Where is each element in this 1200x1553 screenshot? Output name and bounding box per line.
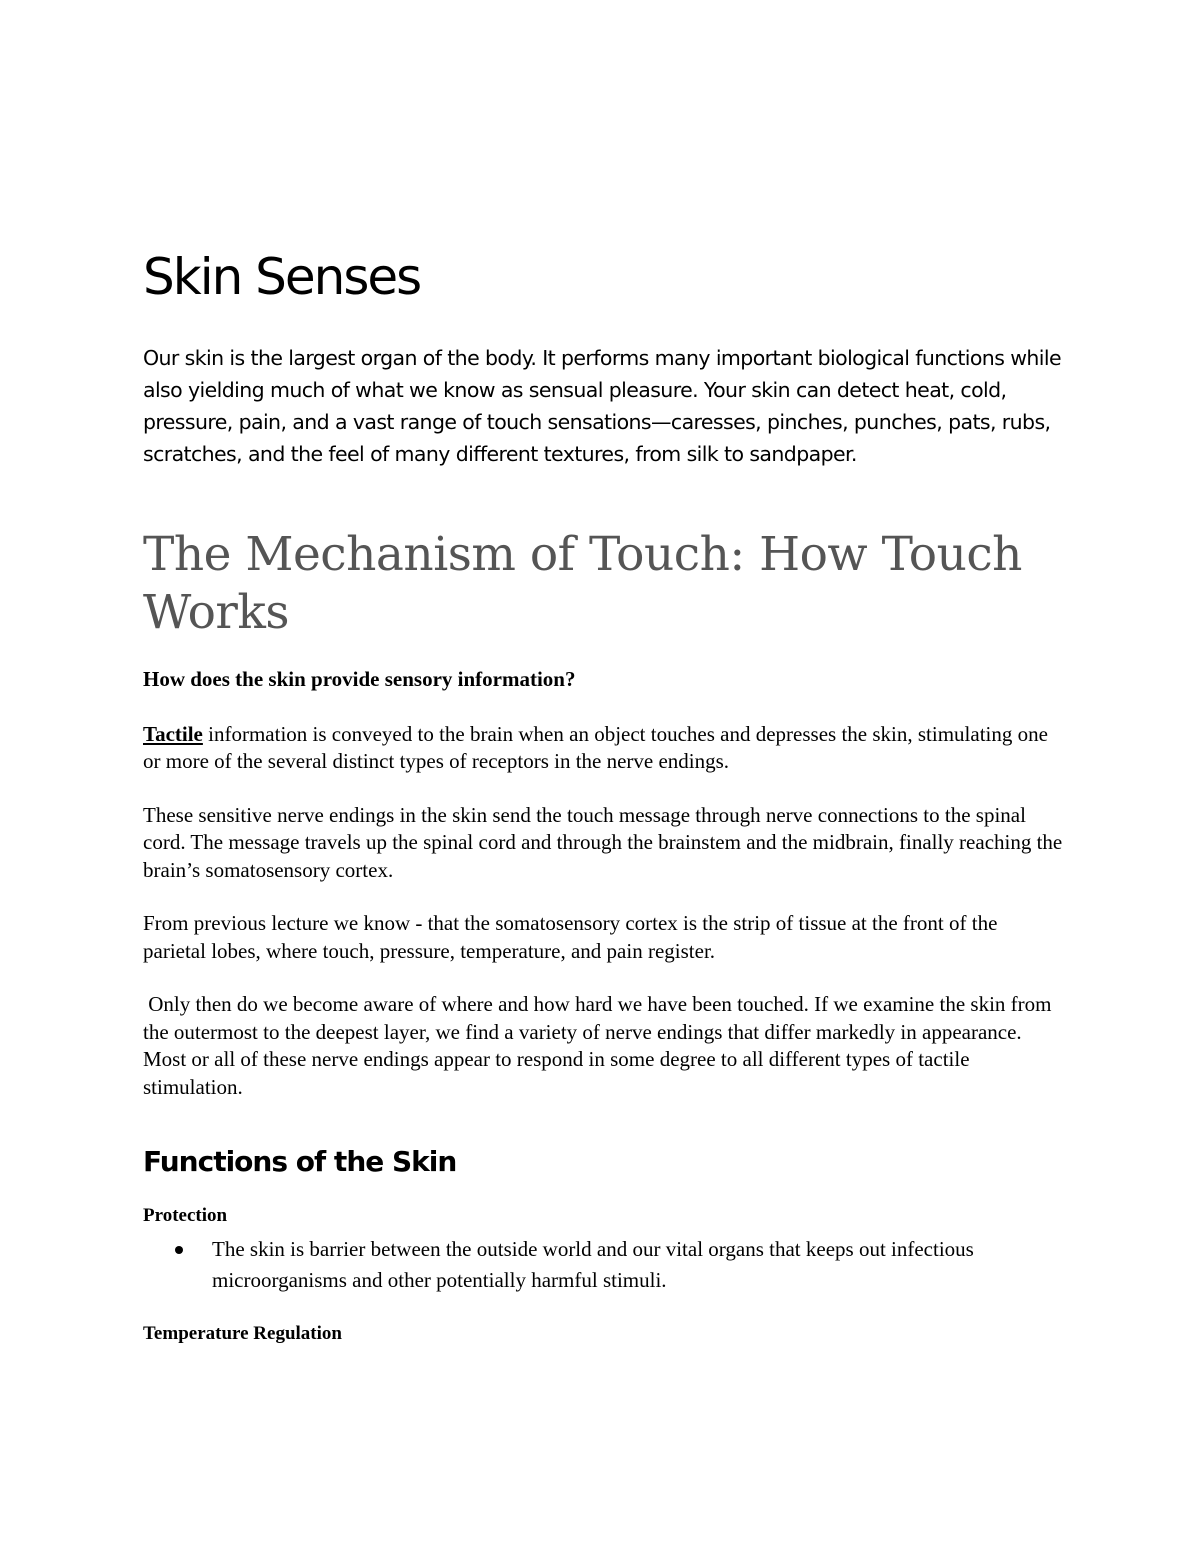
mechanism-heading: The Mechanism of Touch: How Touch Works (143, 527, 1022, 640)
bullet-icon (175, 1246, 183, 1254)
protection-list (143, 1234, 1063, 1296)
tactile-paragraph (143, 721, 1063, 776)
awareness-paragraph: Only then do we become aware of where and how hard we have been touched. If we examine the skin from the outermost to the deepest layer, we find a variety of nerve endings that differ markedly in appearance. Most or all of these nerve endings appear to respond in some degree to all different types of tactile stimulation. (143, 992, 1057, 1099)
protection-label: Protection (143, 1205, 228, 1226)
protection-bullet-text: The skin is barrier between the outside world and our vital organs that keeps out infectious microorganisms and other potentially harmful stimuli. (212, 1237, 974, 1292)
mechanism-question: How does the skin provide sensory information? (143, 667, 576, 691)
intro-paragraph: Our skin is the largest organ of the body. It performs many important biological functions while also yielding much of what we know as sensual pleasure. Your skin can detect heat, cold, pressure, pain, and a vast range of touch sensations—caresses, pinches, punches, pats, rubs, scratches, and the feel of many different textures, from silk to sandpaper. (143, 346, 1061, 466)
temperature-label: Temperature Regulation (143, 1323, 342, 1344)
functions-heading: Functions of the Skin (143, 1145, 457, 1178)
somatosensory-paragraph: From previous lecture we know - that the somatosensory cortex is the strip of tissue at the front of the parietal lobes, where touch, pressure, temperature, and pain register. (143, 911, 998, 963)
nerve-endings-paragraph: These sensitive nerve endings in the skin send the touch message through nerve connections to the spinal cord. The message travels up the spinal cord and through the brainstem and the midbrain, finally reaching the brain’s somatosensory cortex. (143, 802, 1063, 882)
document-page (143, 245, 1063, 1346)
tactile-term: Tactile (143, 721, 203, 746)
list-item (143, 1234, 1063, 1296)
tactile-paragraph-text: information is conveyed to the brain when an object touches and depresses the skin, stimulating one or more of the several distinct types of receptors in the nerve endings. (143, 721, 1048, 773)
document-title: Skin Senses (143, 248, 421, 306)
